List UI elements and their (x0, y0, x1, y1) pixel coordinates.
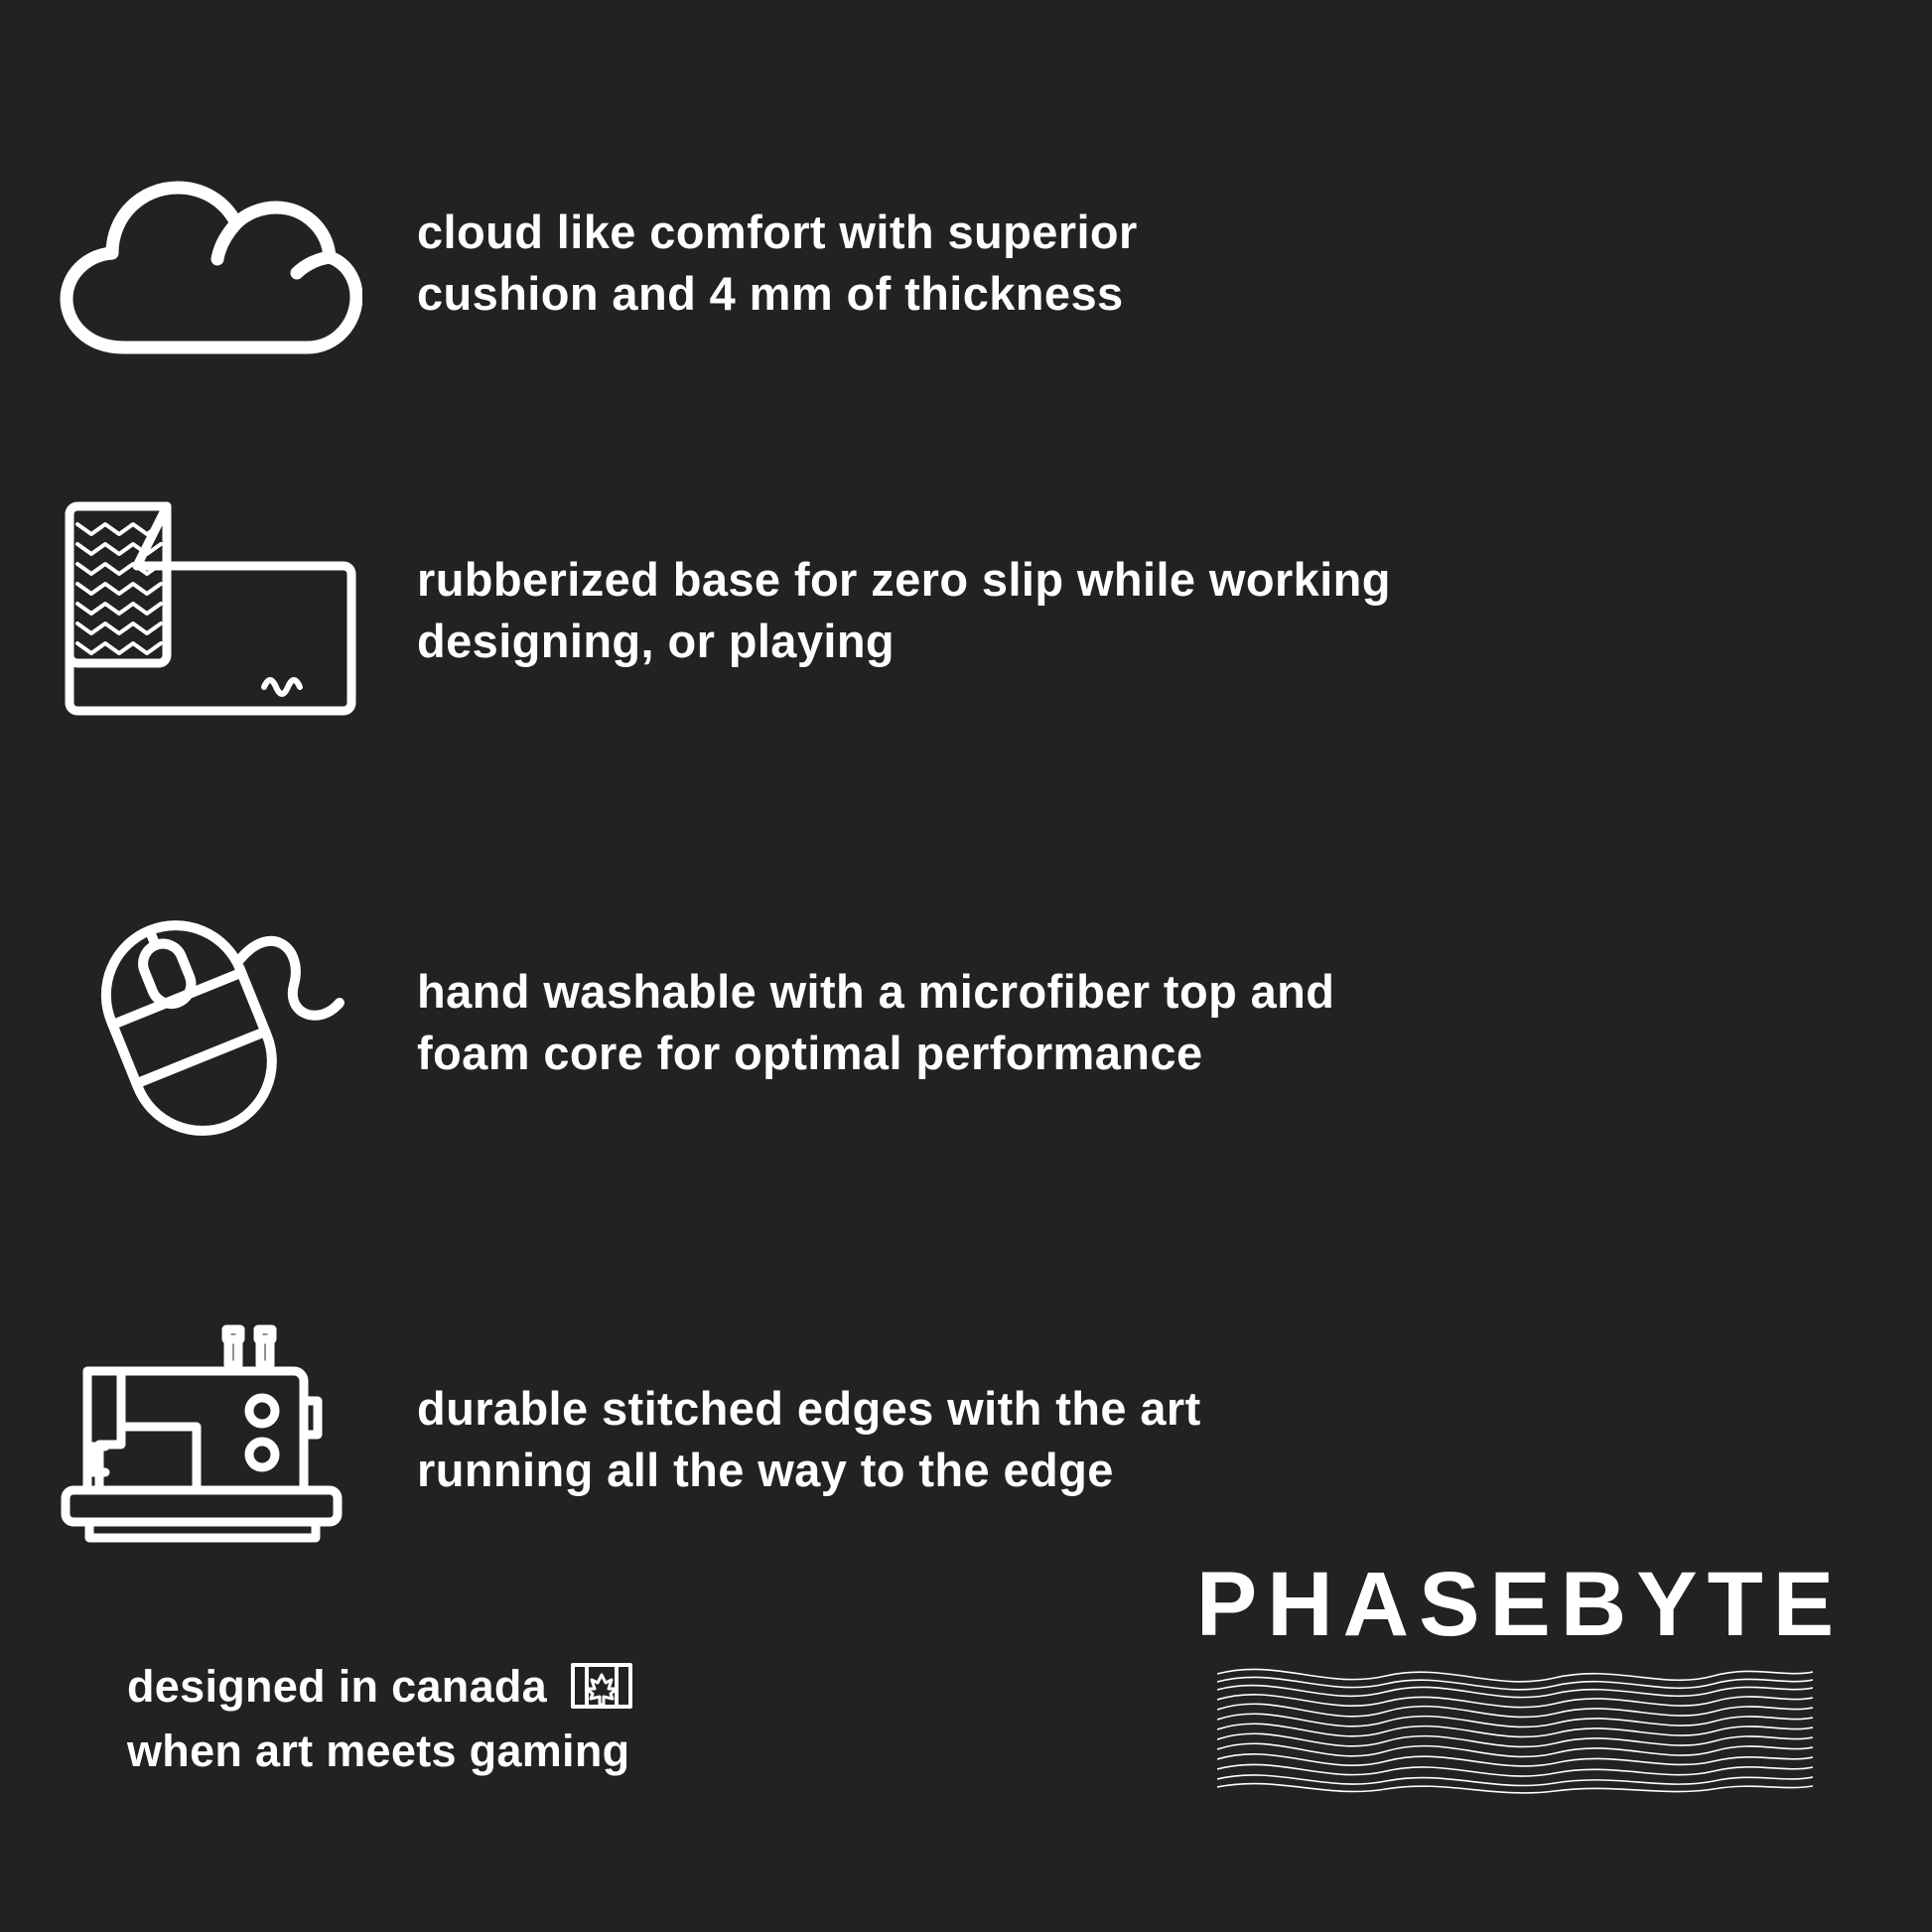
footer-tagline (127, 1654, 634, 1784)
canada-flag-icon (569, 1659, 634, 1713)
cloud-icon (0, 164, 417, 362)
feature-row (0, 1301, 1932, 1579)
feature-text: hand washable with a microfiber top and foam core for optimal performance (417, 964, 1335, 1079)
feature-row (0, 884, 1932, 1162)
feature-row (0, 149, 1932, 377)
feature-list (0, 149, 1932, 1579)
footer-line-one (127, 1654, 634, 1719)
designed-in-canada-label: designed in canada (127, 1660, 548, 1712)
brand-logo (1195, 1554, 1845, 1805)
feature-row (0, 486, 1932, 735)
computer-mouse-icon (0, 894, 417, 1152)
feature-text: durable stitched edges with the art running all the way to the edge (417, 1381, 1201, 1496)
feature-text: rubberized base for zero slip while working designing, or playing (417, 552, 1391, 667)
footer-line-two: when art meets gaming (127, 1725, 630, 1776)
sewing-machine-icon (0, 1315, 417, 1564)
feature-text: cloud like comfort with superior cushion and 4 mm of thickness (417, 205, 1138, 320)
sound-wave-graphic (1217, 1650, 1813, 1805)
brand-name: PHASEBYTE (1195, 1554, 1845, 1655)
mousepad-icon (0, 496, 417, 725)
